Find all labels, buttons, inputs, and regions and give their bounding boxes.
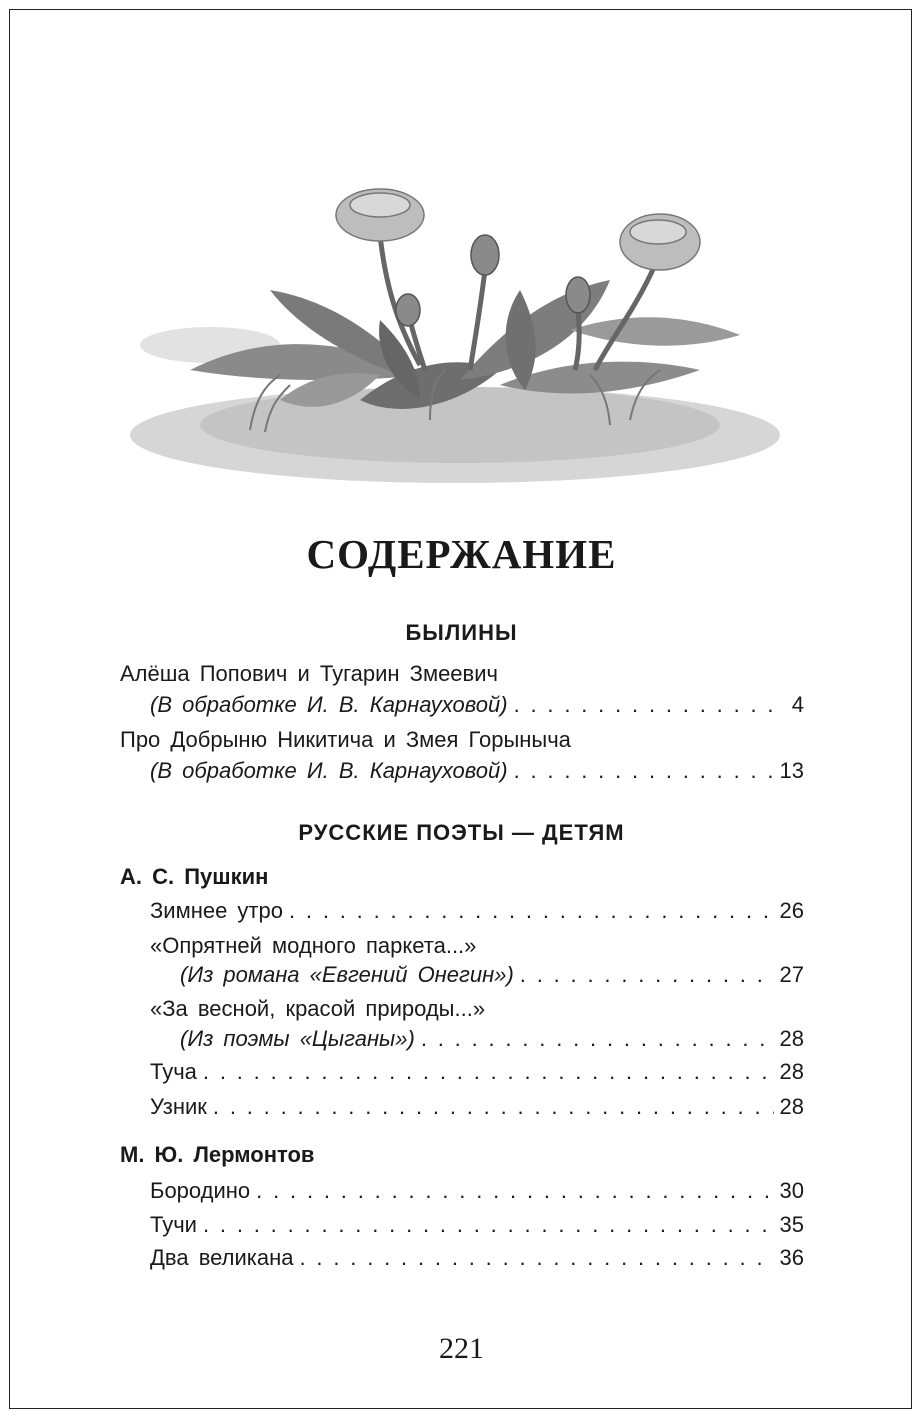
- toc-entry: [150, 1059, 804, 1085]
- toc-entry-title: Туча: [150, 1059, 197, 1084]
- toc-entry-note: (Из романа «Евгений Онегин»): [180, 962, 514, 987]
- toc-page-number: 26: [779, 898, 804, 923]
- page-number: 221: [439, 1332, 484, 1365]
- toc-page-number: 4: [791, 692, 804, 717]
- dandelion-illustration: [130, 170, 780, 500]
- toc-entry-title: Тучи: [150, 1212, 197, 1237]
- toc-page-number: 30: [779, 1178, 804, 1203]
- toc-entry: [150, 1094, 804, 1120]
- toc-page-number: 28: [779, 1026, 804, 1051]
- toc-page-number: 27: [779, 962, 804, 987]
- toc-entry-title: Бородино: [150, 1178, 251, 1203]
- leader-dots: [514, 692, 786, 718]
- toc-entry: [150, 1245, 804, 1271]
- author-name: А. С. Пушкин: [120, 864, 269, 889]
- toc-page-number: 13: [779, 758, 804, 783]
- leader-dots: [289, 898, 774, 924]
- page-title: СОДЕРЖАНИЕ: [306, 531, 617, 577]
- toc-entry: [180, 962, 804, 988]
- leader-dots: [203, 1059, 774, 1085]
- toc-entry-title: Алёша Попович и Тугарин Змеевич: [120, 661, 498, 686]
- toc-page-number: 28: [779, 1059, 804, 1084]
- toc-entry-note: (В обработке И. В. Карнауховой): [150, 692, 508, 717]
- toc-entry-title: Два великана: [150, 1245, 294, 1270]
- toc-entry-title: Зимнее утро: [150, 898, 283, 923]
- toc-entry-note: (В обработке И. В. Карнауховой): [150, 758, 508, 783]
- toc-page-number: 35: [779, 1212, 804, 1237]
- toc-entry: [150, 898, 804, 924]
- toc-entry-title: Про Добрыню Никитича и Змея Горыныча: [120, 727, 571, 752]
- toc-entry: [180, 1026, 804, 1052]
- leader-dots: [203, 1212, 774, 1238]
- toc-entry: [150, 692, 804, 718]
- toc-page-number: 36: [779, 1245, 804, 1270]
- author-name: М. Ю. Лермонтов: [120, 1142, 315, 1167]
- section-heading-byliny: БЫЛИНЫ: [405, 620, 518, 645]
- leader-dots: [300, 1245, 774, 1271]
- toc-entry-note: (Из поэмы «Цыганы»): [180, 1026, 415, 1051]
- leader-dots: [213, 1094, 774, 1120]
- toc-page-number: 28: [779, 1094, 804, 1119]
- leader-dots: [514, 758, 774, 784]
- section-heading-poets: РУССКИЕ ПОЭТЫ — ДЕТЯМ: [298, 820, 625, 845]
- toc-entry-title: «Опрятней модного паркета...»: [150, 933, 477, 958]
- leader-dots: [520, 962, 774, 988]
- toc-entry: [150, 758, 804, 784]
- toc-entry-title: Узник: [150, 1094, 207, 1119]
- toc-entry: [150, 1178, 804, 1204]
- toc-entry: [150, 1212, 804, 1238]
- leader-dots: [256, 1178, 773, 1204]
- toc-entry-title: «За весной, красой природы...»: [150, 996, 486, 1021]
- leader-dots: [421, 1026, 774, 1052]
